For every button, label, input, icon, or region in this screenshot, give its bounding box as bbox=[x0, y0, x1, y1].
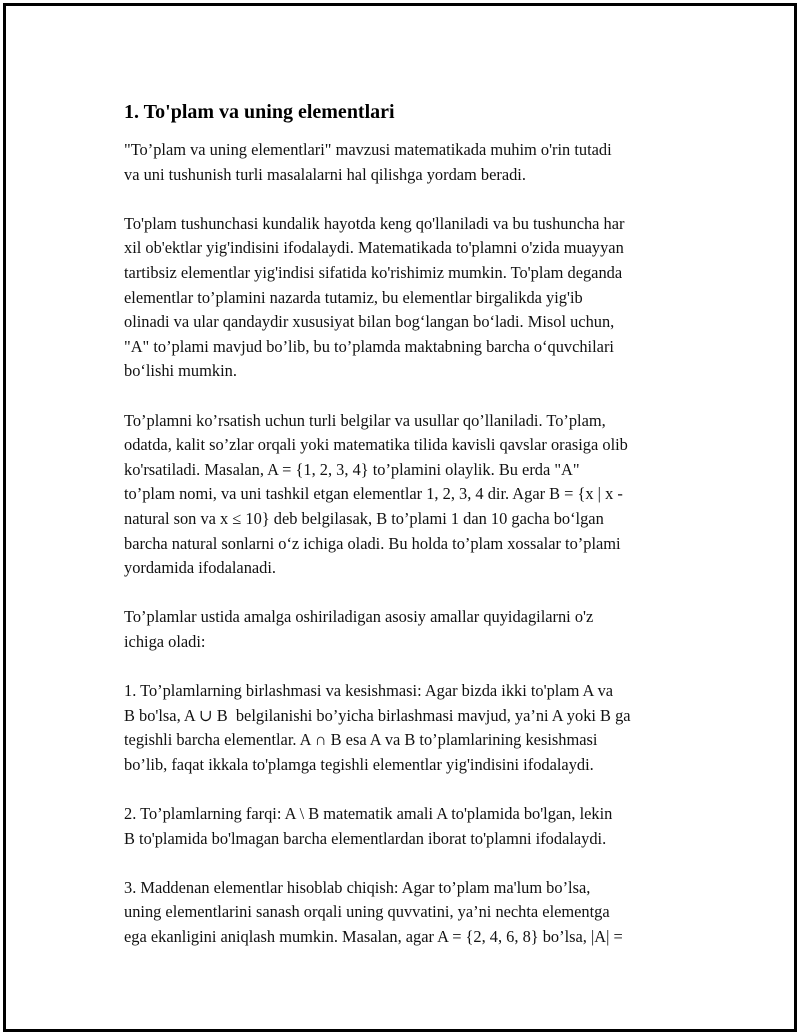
text-line: bo‘lishi mumkin. bbox=[124, 361, 237, 381]
text-line: olinadi va ular qandaydir xususiyat bilan bog‘langan bo‘ladi. Misol uchun, bbox=[124, 312, 615, 332]
paragraph-intro bbox=[124, 138, 699, 187]
text-line: natural son va x ≤ 10} deb belgilasak, B to’plami 1 dan 10 gacha bo‘lgan bbox=[124, 508, 604, 528]
text-line: 1. To’plamlarning birlashmasi va kesishmasi: Agar bizda ikki to'plam A va bbox=[124, 681, 614, 701]
document-body bbox=[124, 98, 699, 974]
text-line: tegishli barcha elementlar. A ∩ B esa A va B to’plamlarining kesishmasi bbox=[124, 730, 598, 750]
text-line: barcha natural sonlarni o‘z ichiga oladi. Bu holda to’plam xossalar to’plami bbox=[124, 533, 621, 553]
text-line: yordamida ifodalanadi. bbox=[124, 558, 277, 578]
list-item-difference bbox=[124, 802, 699, 851]
text-line: odatda, kalit so’zlar orqali yoki matematika tilida kavisli qavslar orasiga olib bbox=[124, 435, 628, 455]
text-line: bo’lib, faqat ikkala to'plamga tegishli elementlar yig'indisini ifodalaydi. bbox=[124, 754, 594, 774]
paragraph-notation bbox=[124, 409, 699, 581]
list-item-cardinality bbox=[124, 876, 699, 950]
text-line: ko'rsatiladi. Masalan, A = {1, 2, 3, 4} to’plamini olaylik. Bu erda "A" bbox=[124, 459, 580, 479]
text-line: 2. To’plamlarning farqi: A \ B matematik amali A to'plamida bo'lgan, lekin bbox=[124, 804, 613, 824]
text-line: xil ob'ektlar yig'indisini ifodalaydi. Matematikada to'plamni o'zida muayyan bbox=[124, 238, 624, 258]
text-line: elementlar to’plamini nazarda tutamiz, bu elementlar birgalikda yig'ib bbox=[124, 287, 583, 307]
list-item-union-intersection bbox=[124, 679, 699, 777]
text-line: To'plam tushunchasi kundalik hayotda keng qo'llaniladi va bu tushuncha har bbox=[124, 213, 625, 233]
paragraph-definition bbox=[124, 212, 699, 384]
text-line: B to'plamida bo'lmagan barcha elementlardan iborat to'plamni ifodalaydi. bbox=[124, 828, 607, 848]
paragraph-operations-intro bbox=[124, 605, 699, 654]
text-line: To’plamni ko’rsatish uchun turli belgilar va usullar qo’llaniladi. To’plam, bbox=[124, 410, 606, 430]
text-line: va uni tushunish turli masalalarni hal qilishga yordam beradi. bbox=[124, 164, 526, 184]
document-title: 1. To'plam va uning elementlari bbox=[124, 101, 395, 123]
text-line: tartibsiz elementlar yig'indisi sifatida ko'rishimiz mumkin. To'plam deganda bbox=[124, 262, 623, 282]
page-frame bbox=[3, 3, 797, 1032]
text-line: to’plam nomi, va uni tashkil etgan elementlar 1, 2, 3, 4 dir. Agar B = {x | x - bbox=[124, 484, 623, 504]
text-line: To’plamlar ustida amalga oshiriladigan asosiy amallar quyidagilarni o'z bbox=[124, 607, 594, 627]
text-line: ichiga oladi: bbox=[124, 631, 206, 651]
text-line: B bo'lsa, A ∪ B belgilanishi bo’yicha birlashmasi mavjud, ya’ni A yoki B ga bbox=[124, 705, 631, 725]
text-line: uning elementlarini sanash orqali uning quvvatini, ya’ni nechta elementga bbox=[124, 902, 610, 922]
text-line: "To’plam va uning elementlari" mavzusi matematikada muhim o'rin tutadi bbox=[124, 140, 612, 159]
text-line: ega ekanligini aniqlash mumkin. Masalan, agar A = {2, 4, 6, 8} bo’lsa, |A| = bbox=[124, 927, 623, 946]
text-line: "A" to’plami mavjud bo’lib, bu to’plamda maktabning barcha o‘quvchilari bbox=[124, 336, 614, 356]
text-line: 3. Maddenan elementlar hisoblab chiqish: Agar to’plam ma'lum bo’lsa, bbox=[124, 877, 591, 897]
